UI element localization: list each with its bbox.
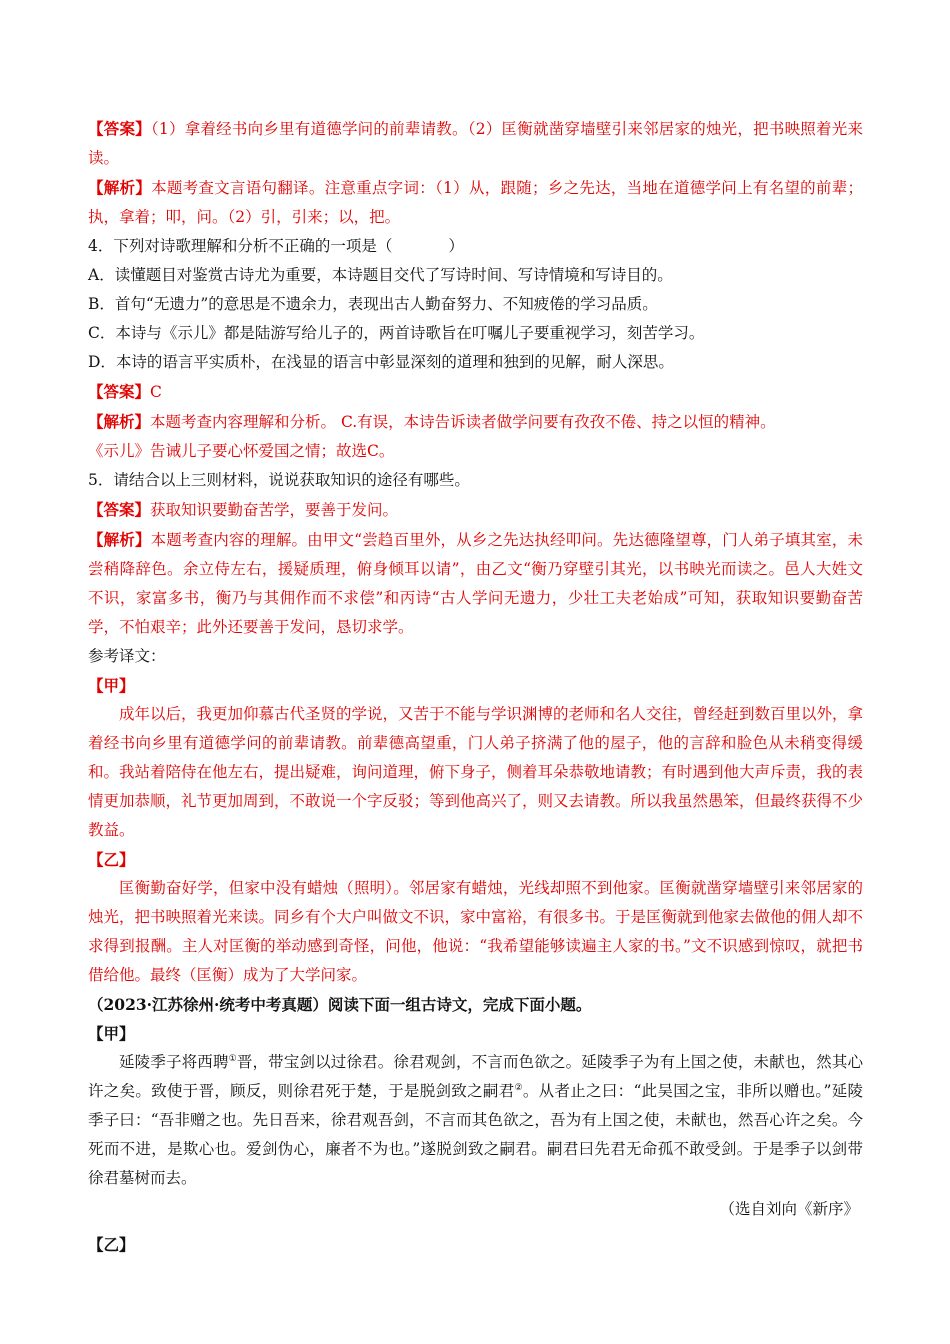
analysis-text: 本题考查文言语句翻译。注意重点字词：（1）从，跟随；乡之先达，当地在道德学问上有名望的前辈；执，拿着；叩，问。（2）引，引来；以，把。 xyxy=(88,179,863,226)
reference-jia-tag: 【甲】 xyxy=(88,676,135,695)
section-jia-text xyxy=(88,1048,863,1193)
section-jia-tag: 【甲】 xyxy=(88,1024,135,1043)
reference-yi-text: 匡衡勤奋好学，但家中没有蜡烛（照明）。邻居家有蜡烛，光线却照不到他家。匡衡就凿穿墙壁引来邻居家的烛光，把书映照着光来读。同乡有个大户叫做文不识，家中富裕，有很多书。于是匡衡就到他家去做他的佣人却不求得到报酬。主人对匡衡的举动感到奇怪，问他，他说：“我希望能够读遍主人家的书。”文不识感到惊叹，就把书借给他。最终（匡衡）成为了大学问家。 xyxy=(88,879,864,984)
analysis-tag: 【解析】 xyxy=(88,530,151,549)
q4-analysis xyxy=(88,407,863,437)
document-page xyxy=(88,114,863,1259)
analysis-tag: 【解析】 xyxy=(88,178,152,197)
jia-part-1: 延陵季子将西聘 xyxy=(119,1053,229,1071)
q4-stem-end: ） xyxy=(448,237,464,255)
answer-tag: 【答案】 xyxy=(88,382,151,401)
q3-analysis xyxy=(88,173,863,232)
q5-answer xyxy=(88,495,863,525)
answer-text: （1）拿着经书向乡里有道德学问的前辈请教。（2）匡衡就凿穿墙壁引来邻居家的烛光，把书映照着光来读。 xyxy=(88,120,863,167)
analysis-text: 本题考查内容的理解。由甲文“尝趋百里外，从乡之先达执经叩问。先达德隆望尊，门人弟子填其室，未尝稍降辞色。余立侍左右，援疑质理，俯身倾耳以请”，由乙文“衡乃穿壁引其光，以书映光而读之。邑人大姓文不识，家富多书，衡乃与其佣作而不求偿”和丙诗“古人学问无遗力，少壮工夫老始成”可知，获取知识要勤奋苦学，不怕艰辛；此外还要善于发问，恳切求学。 xyxy=(88,531,863,636)
q4-stem xyxy=(88,232,863,261)
q4-option-a: A．读懂题目对鉴赏古诗尤为重要，本诗题目交代了写诗时间、写诗情境和写诗目的。 xyxy=(88,266,673,284)
answer-tag: 【答案】 xyxy=(88,119,151,138)
q3-answer xyxy=(88,114,863,173)
q4-option-d: D．本诗的语言平实质朴，在浅显的语言中彰显深刻的道理和独到的见解，耐人深思。 xyxy=(88,353,674,371)
q4-answer xyxy=(88,377,863,407)
section-yi-tag: 【乙】 xyxy=(88,1235,135,1254)
footnote-marker-1: ① xyxy=(228,1053,237,1064)
q4-option-b: B．首句“无遗力”的意思是不遗余力，表现出古人勤奋努力、不知疲倦的学习品质。 xyxy=(88,295,658,313)
analysis-text: 本题考查内容理解和分析。 C.有误，本诗告诉读者做学问要有孜孜不倦、持之以恒的精神。 xyxy=(150,413,776,431)
q5-analysis xyxy=(88,525,863,642)
source-citation: （选自刘向《新序》 xyxy=(719,1200,859,1218)
q4-option-c: C．本诗与《示儿》都是陆游写给儿子的，两首诗歌旨在叮嘱儿子要重视学习，刻苦学习。 xyxy=(88,324,705,342)
analysis-tag: 【解析】 xyxy=(88,412,151,431)
q4-analysis-cont: 《示儿》告诫儿子要心怀爱国之情；故选C。 xyxy=(88,442,395,460)
section-heading: （2023·江苏徐州·统考中考真题）阅读下面一组古诗文，完成下面小题。 xyxy=(88,995,592,1014)
footnote-marker-2: ② xyxy=(514,1082,523,1093)
answer-text: 获取知识要勤奋苦学，要善于发问。 xyxy=(150,501,399,519)
answer-text: C xyxy=(150,383,162,401)
jia-part-3: 。从者止之曰：“此吴国之宝，非所以赠也。”延陵季子曰：“吾非赠之也。先日吾来，徐君观吾剑，不言而其色欲之，吾为有上国之使，未献也，然吾心许之矣。今死而不进，是欺心也。爱剑伪心，廉者不为也。”遂脱剑致之嗣君。嗣君曰先君无命孤不敢受剑。于是季子以剑带徐君墓树而去。 xyxy=(88,1082,863,1187)
answer-tag: 【答案】 xyxy=(88,500,151,519)
reference-jia-text: 成年以后，我更加仰慕古代圣贤的学说，又苦于不能与学识渊博的老师和名人交往，曾经赶到数百里以外，拿着经书向乡里有道德学问的前辈请教。前辈德高望重，门人弟子挤满了他的屋子，他的言辞和脸色从未稍变得缓和。我站着陪侍在他左右，提出疑难，询问道理，俯下身子，侧着耳朵恭敬地请教；有时遇到他大声斥责，我的表情更加恭顺，礼节更加周到，不敢说一个字反驳；等到他高兴了，则又去请教。所以我虽然愚笨，但最终获得不少教益。 xyxy=(88,705,864,839)
q4-stem-text: 4．下列对诗歌理解和分析不正确的一项是（ xyxy=(88,237,393,255)
q5-stem: 5．请结合以上三则材料，说说获取知识的途径有哪些。 xyxy=(88,471,470,489)
reference-title: 参考译文： xyxy=(88,647,166,665)
jia-part-2: 晋，带宝剑以过徐君。徐君观剑，不言而色欲之。延陵季子为有上国之使，未献也，然其心许之矣。致使于晋，顾反，则徐君死于楚，于是脱剑致之嗣君 xyxy=(88,1053,863,1100)
reference-yi-tag: 【乙】 xyxy=(88,850,135,869)
